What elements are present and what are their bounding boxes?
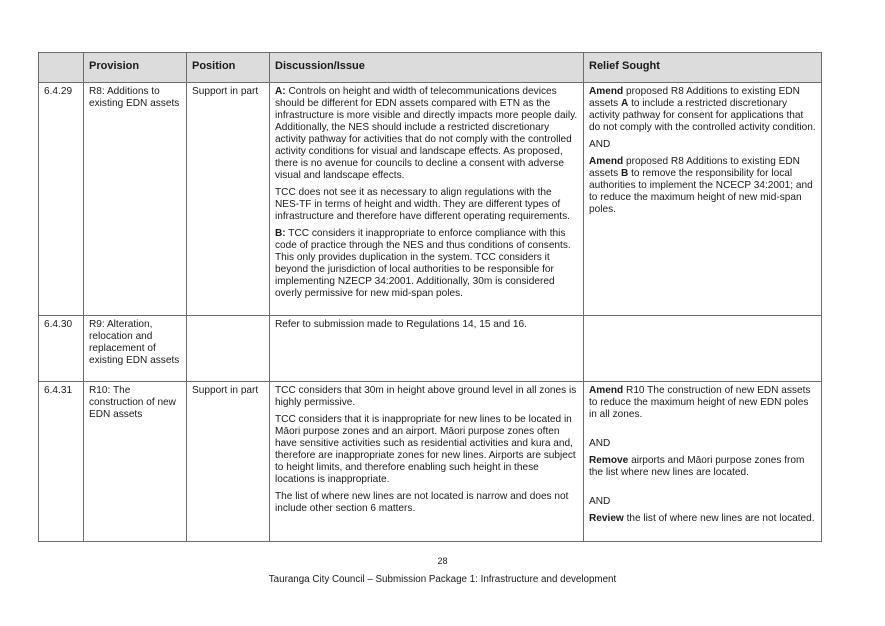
row-relief xyxy=(584,316,822,382)
discussion-text: TCC considers it inappropriate to enforce compliance with this code of practice through the NES and thus conditions of consents. This only provides duplication in the system. TCC considers it beyond the jurisdiction of local authorities to be responsible for implementing NZECP 34:2001. Additionally, 30m is considered overly permissive for new mid-span poles. xyxy=(275,228,571,299)
relief-paragraph xyxy=(589,156,816,216)
header-ref xyxy=(39,53,84,83)
discussion-label: A: xyxy=(275,86,286,97)
discussion-label: B: xyxy=(275,228,286,239)
row-provision: R9: Alteration, relocation and replacement of existing EDN assets xyxy=(84,316,187,382)
relief-text: the list of where new lines are not located. xyxy=(623,513,815,524)
discussion-text: Refer to submission made to Regulations 14, 15 and 16. xyxy=(275,319,527,330)
relief-text: proposed R8 Additions to existing EDN assets xyxy=(589,86,800,109)
discussion-paragraph xyxy=(275,86,578,182)
relief-text: airports and Māori purpose zones from the list where new lines are located. xyxy=(589,455,805,478)
header-provision: Provision xyxy=(84,53,187,83)
relief-paragraph xyxy=(589,385,816,421)
relief-paragraph xyxy=(589,86,816,134)
discussion-paragraph xyxy=(275,319,578,331)
discussion-text: TCC considers that it is inappropriate for new lines to be located in Māori purpose zones and an airport. Māori purpose zones often have sensitive activities such as residential activities and kura and, therefore are inappropriate zones for new lines. Airports are subject to height limits, and therefore enabling such height in these locations is inappropriate. xyxy=(275,414,576,485)
discussion-paragraph xyxy=(275,187,578,223)
row-discussion xyxy=(270,83,584,316)
discussion-paragraph xyxy=(275,491,578,515)
discussion-text: The list of where new lines are not located is narrow and does not include other section 6 matters. xyxy=(275,491,569,514)
discussion-paragraph xyxy=(275,414,578,486)
table-row xyxy=(39,382,822,542)
relief-paragraph: AND xyxy=(589,438,611,449)
relief-action: Amend xyxy=(589,385,624,396)
discussion-paragraph xyxy=(275,385,578,409)
row-discussion xyxy=(270,382,584,542)
relief-action: Amend xyxy=(589,86,624,97)
row-ref: 6.4.30 xyxy=(39,316,84,382)
row-ref: 6.4.29 xyxy=(39,83,84,316)
relief-paragraph xyxy=(589,455,816,479)
header-relief: Relief Sought xyxy=(584,53,822,83)
relief-text: proposed R8 Additions to existing EDN assets xyxy=(589,156,800,179)
discussion-text: Controls on height and width of telecommunications devices should be different for EDN assets compared with ETN as the infrastructure is more visible and directly impacts more people daily. Additionally, the NES should include a restricted discretionary activity pathway for activities that do not comply with the controlled activity conditions for visual and landscape effects. As proposed, there is no avenue for councils to decline a consent with adverse visual and landscape effects. xyxy=(275,86,578,181)
table-row xyxy=(39,83,822,316)
relief-action: B xyxy=(620,168,629,179)
relief-action: Remove xyxy=(589,455,629,466)
row-provision: R8: Additions to existing EDN assets xyxy=(84,83,187,316)
relief-text: to remove the responsibility for local authorities to implement the NCECP 34:2001; and to reduce the maximum height of new mid-span poles. xyxy=(589,168,813,215)
relief-paragraph xyxy=(589,426,816,438)
row-relief xyxy=(584,382,822,542)
discussion-paragraph xyxy=(275,228,578,300)
relief-paragraph xyxy=(589,484,816,496)
relief-text: to include a restricted discretionary activity pathway for consent for applications that do not comply with the controlled activity condition. xyxy=(589,98,816,133)
table-body xyxy=(39,83,822,542)
row-position: Support in part xyxy=(187,83,270,316)
header-position: Position xyxy=(187,53,270,83)
header-discussion: Discussion/Issue xyxy=(270,53,584,83)
discussion-text: TCC does not see it as necessary to align regulations with the NES-TF in terms of height and width. They are different types of infrastructure and therefore have different operating requirements. xyxy=(275,187,570,222)
table-row xyxy=(39,316,822,382)
page-footer: Tauranga City Council – Submission Package 1: Infrastructure and development xyxy=(268,574,617,585)
row-position xyxy=(187,316,270,382)
page-number: 28 xyxy=(437,556,448,566)
relief-text: R10 The construction of new EDN assets to reduce the maximum height of new EDN poles in all zones. xyxy=(589,385,811,420)
relief-paragraph: AND xyxy=(589,496,611,507)
row-discussion xyxy=(270,316,584,382)
discussion-text: TCC considers that 30m in height above ground level in all zones is highly permissive. xyxy=(275,385,577,408)
row-position: Support in part xyxy=(187,382,270,542)
row-relief xyxy=(584,83,822,316)
relief-action: A xyxy=(620,98,629,109)
relief-action: Review xyxy=(589,513,624,524)
submission-table xyxy=(38,52,822,542)
table-header-row xyxy=(39,53,822,83)
relief-paragraph: AND xyxy=(589,139,611,150)
relief-paragraph xyxy=(589,513,816,525)
row-provision: R10: The construction of new EDN assets xyxy=(84,382,187,542)
relief-action: Amend xyxy=(589,156,624,167)
row-ref: 6.4.31 xyxy=(39,382,84,542)
